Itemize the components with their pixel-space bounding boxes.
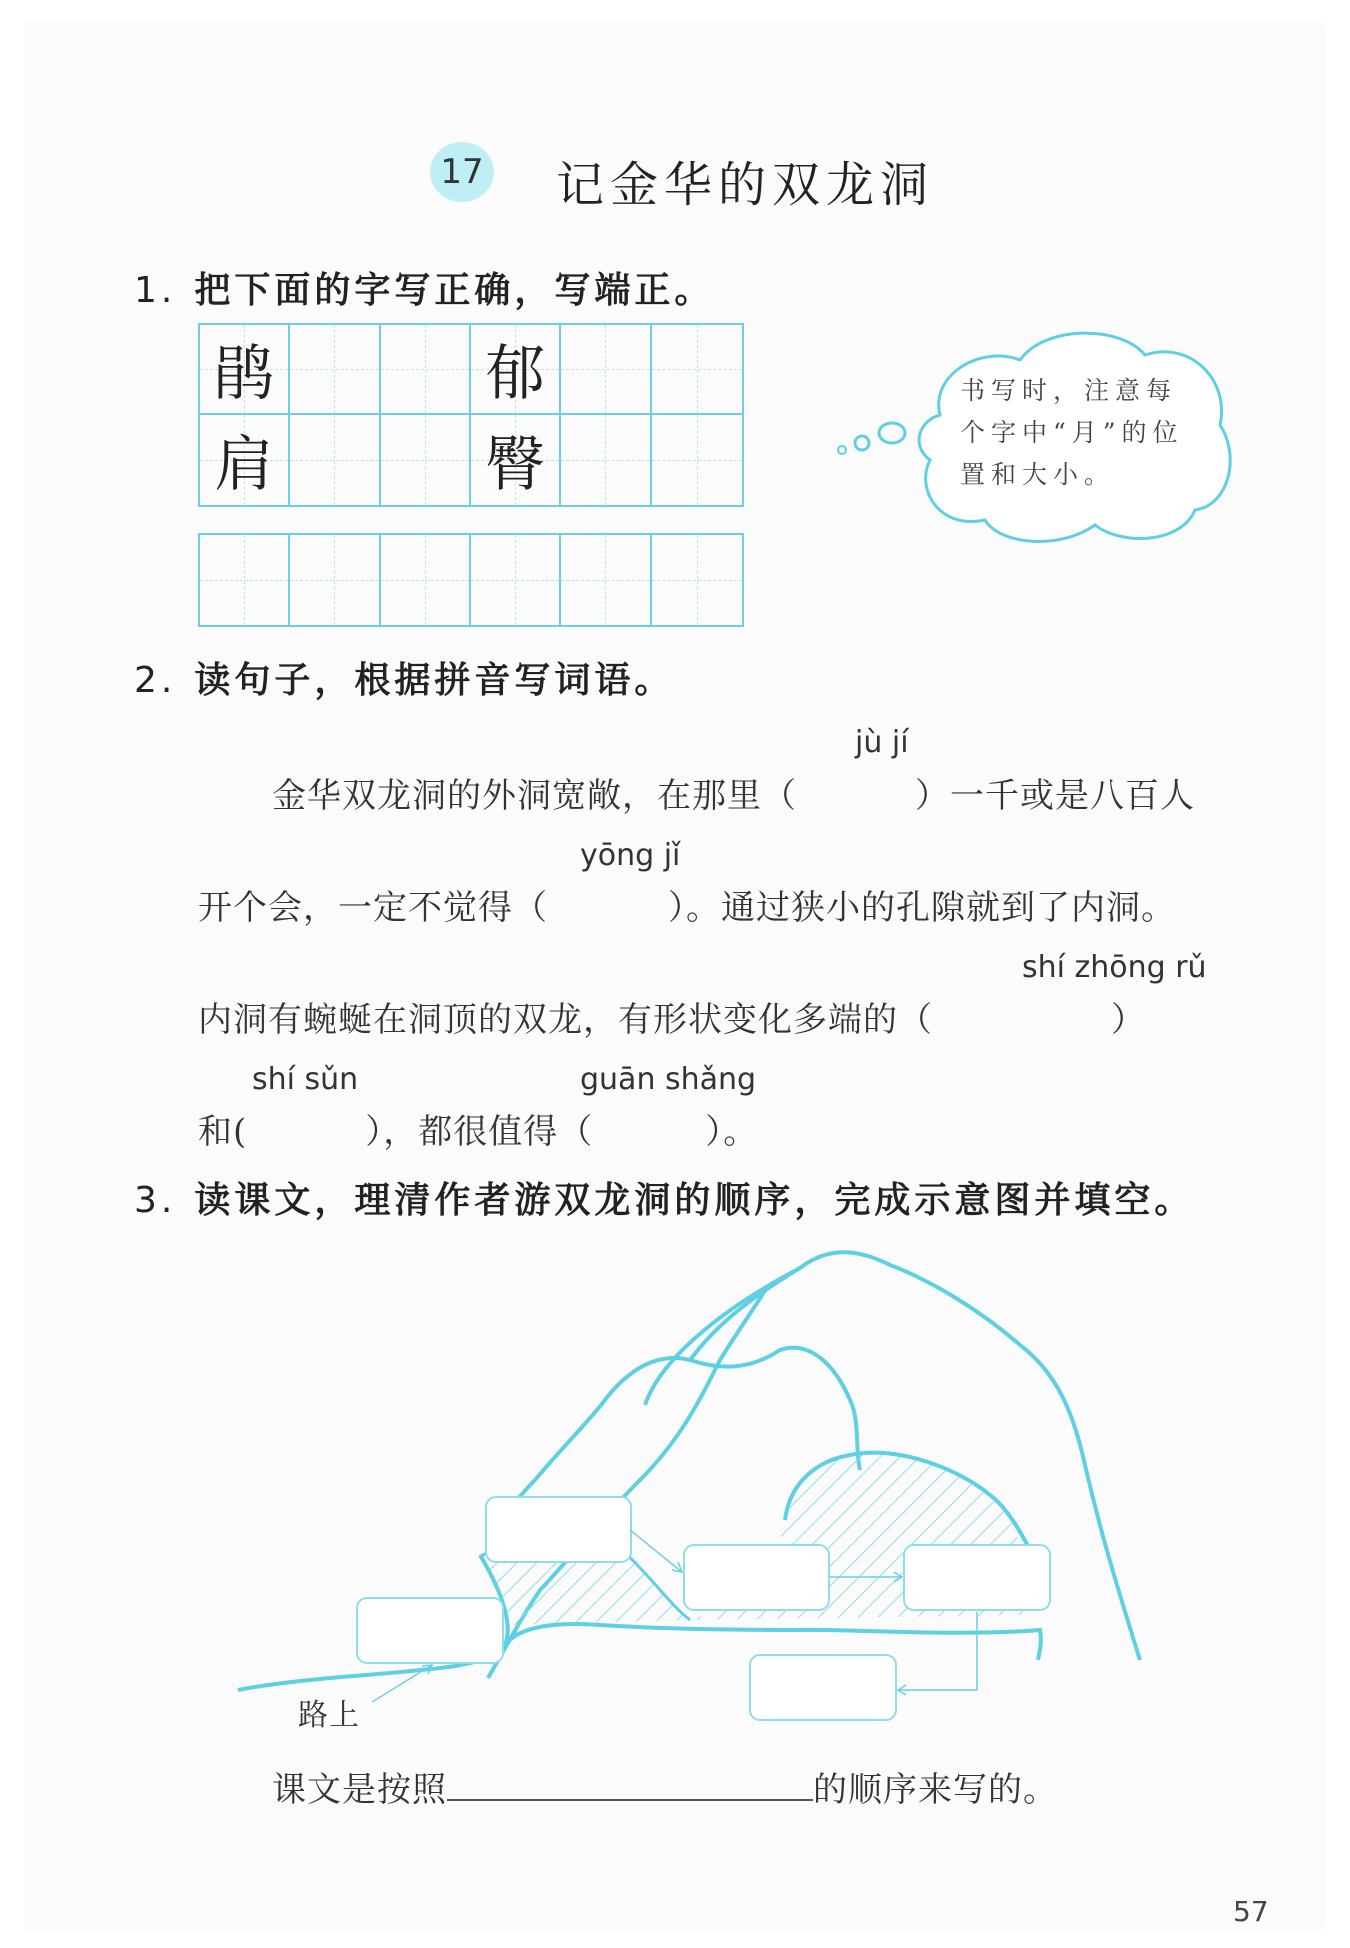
sentence-line-3: 内洞有蜿蜒在洞顶的双龙，有形状变化多端的（ ） (198, 1000, 1146, 1040)
lesson-number-badge: 17 (430, 142, 494, 202)
order-blank[interactable] (447, 1771, 813, 1801)
pinyin-shi-zhong-ru: shí zhōng rǔ (1022, 950, 1207, 985)
question-3-heading: 3. 读课文，理清作者游双龙洞的顺序，完成示意图并填空。 (134, 1179, 1195, 1221)
diagram-box-1[interactable] (357, 1598, 503, 1663)
pinyin-shi-sun: shí sǔn (252, 1062, 359, 1097)
sentence-line-1: 金华双龙洞的外洞宽敞，在那里（ ）一千或是八百人 (272, 776, 1195, 816)
road-label: 路上 (298, 1698, 360, 1733)
sentence-line-4: 和( ），都很值得（ ）。 (198, 1112, 759, 1152)
diagram-box-5[interactable] (750, 1655, 896, 1720)
question-1-heading: 1. 把下面的字写正确，写端正。 (134, 269, 715, 311)
grid-cell[interactable]: 臀 (471, 415, 561, 505)
pinyin-guan-shang: guān shǎng (580, 1062, 757, 1097)
pinyin-ju-ji: jù jí (855, 725, 909, 760)
grid-cell[interactable]: 鹃 (200, 325, 290, 415)
question-2-heading: 2. 读句子，根据拼音写词语。 (134, 659, 675, 701)
page-number: 57 (1233, 1895, 1269, 1928)
lesson-title: 记金华的双龙洞 (556, 157, 935, 213)
diagram-box-2[interactable] (486, 1497, 631, 1562)
order-sentence: 课文是按照 的顺序来写的。 (272, 1770, 1058, 1810)
inner-ridge (690, 1348, 860, 1470)
diagram-box-4[interactable] (904, 1545, 1050, 1610)
diagram-box-3[interactable] (684, 1545, 829, 1610)
sentence-line-2: 开个会，一定不觉得（ ）。通过狭小的孔隙就到了内洞。 (198, 888, 1176, 928)
pinyin-yong-ji: yōng jǐ (580, 838, 681, 873)
writing-tip: 书写时，注意每个字中“月”的位置和大小。 (960, 376, 1184, 489)
grid-cell[interactable]: 郁 (471, 325, 561, 415)
grid-cell[interactable]: 肩 (200, 415, 290, 505)
